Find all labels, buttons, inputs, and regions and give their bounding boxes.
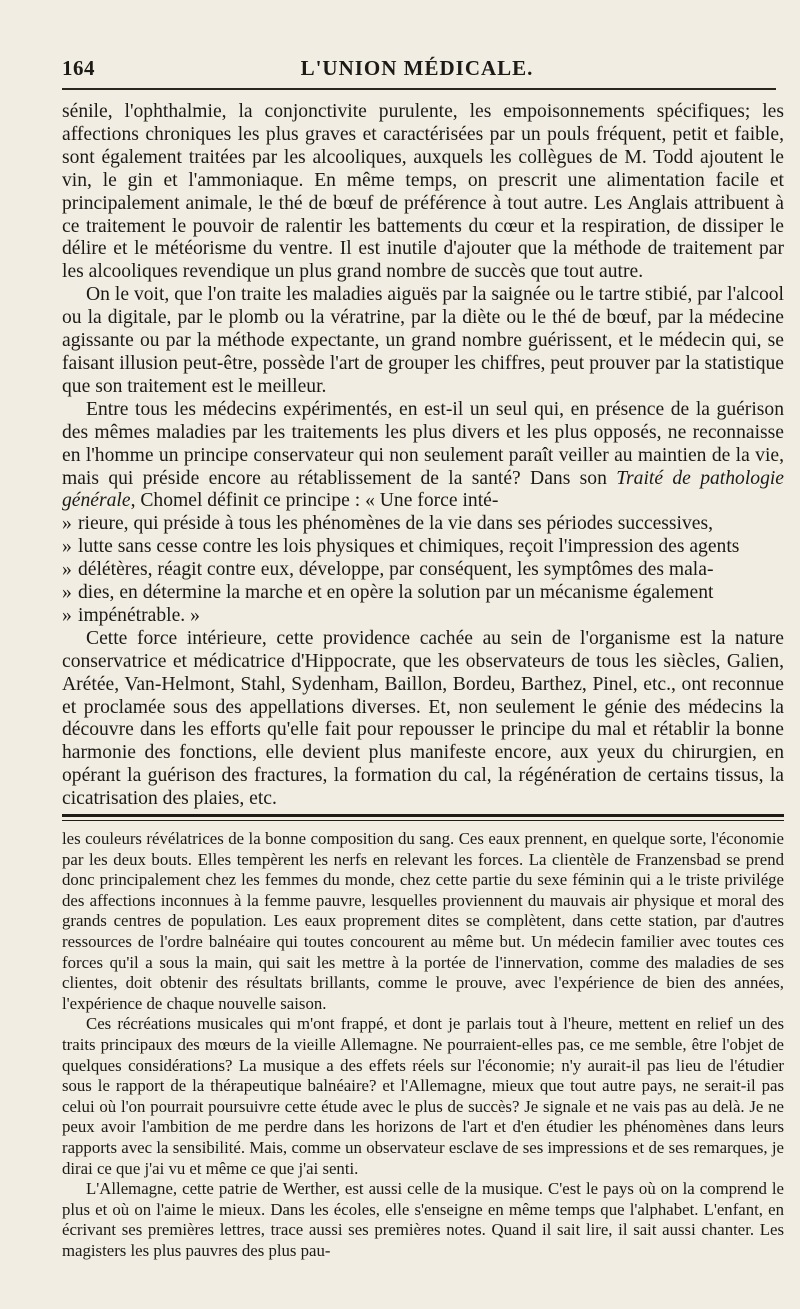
main-paragraph-2: On le voit, que l'on traite les maladies aiguës par la saignée ou le tartre stibié, par l'alcool ou la digitale, par le plomb ou la vératrine, par la diète ou le thé de bœuf, par la médecine agissante ou par la méthode expectante, un grand nombre guérissent, et le médecin qui, se faisant illusion peut-être, possède l'art de grouper les chiffres, peut prouver par la statistique que son traitement est le meilleur. [62, 284, 784, 397]
quote-line: » rieure, qui préside à tous les phénomènes de la vie dans ses périodes successives, [62, 513, 713, 535]
running-title: L'UNION MÉDICALE. [300, 56, 534, 80]
main-paragraph-4: Cette force intérieure, cette providence cachée au sein de l'organisme est la nature conservatrice et médicatrice d'Hippocrate, que les observateurs de tous les siècles, Galien, Arétée, Van-Helmont, Stahl, Sydenham, Baillon, Bordeu, Barthez, Pinel, etc., ont reconnue et proclamée sous des appellations diverses. Et, non seulement le génie des médecins la découvre dans les efforts qu'elle fait pour repousser le principe du mal et rétablir la bonne harmonie des fonctions, elle devient plus manifeste encore, aux yeux du chirurgien, en opérant la guérison des fractures, la formation du cal, la régénération de certains tissus, la cicatrisation des plaies, etc. [62, 627, 784, 810]
feuilleton-paragraph-1: les couleurs révélatrices de la bonne composition du sang. Ces eaux prennent, en quelque sorte, l'économie par les deux bouts. Elles tempèrent les nerfs en relevant les forces. La clientèle de Franzensbad se prend donc principalement chez les femmes du monde, chez cette partie du sexe féminin qui a le triste privilége des affections inconnues à la femme pauvre, lesquelles proviennent du mauvais air physique et moral des grands centres de population. Les eaux proprement dites se complètent, dans cette station, par d'autres ressources de l'ordre balnéaire qui toutes concourent au même but. Un médecin familier avec toutes ces forces qu'il a sous la main, qui sait les mettre à la portée de l'innervation, comme des maladies de ses clientes, doit obtenir des résultats brillants, comme le prouve, avec l'expérience de bien des années, l'expérience de chaque nouvelle saison. [62, 829, 784, 1013]
main-paragraph-3 [62, 399, 784, 514]
quote-line: » délétères, réagit contre eux, développe, par conséquent, les symptômes des mala- [62, 559, 714, 581]
quote-mark: » [62, 604, 72, 626]
quote-mark: » [62, 513, 72, 535]
feuilleton-section [62, 829, 784, 1261]
quote-line: » dies, en détermine la marche et en opère la solution par un mécanisme également [62, 582, 714, 604]
main-article [62, 101, 784, 811]
chomel-quote [62, 513, 784, 628]
feuilleton-paragraph-2: Ces récréations musicales qui m'ont frappé, et dont je parlais tout à l'heure, mettent en relief un des traits principaux des mœurs de la vieille Allemagne. Ne pourraient-elles pas, ce me semble, être l'objet de quelques considérations? La musique a des effets réels sur l'économie; n'y aurait-il pas lieu de l'étudier sous le rapport de la thérapeutique balnéaire? et l'Allemagne, mieux que tout autre pays, ne serait-il pas celui où l'on pourrait poursuivre cette étude avec le plus de succès? Je signale et ne vais pas au delà. Je ne peux avoir l'ambition de me perdre dans les horizons de l'art et d'en étudier les phénomènes dans leurs rapports avec la sensibilité. Mais, comme un observateur esclave de ses impressions et de ses remarques, je dirai ce que j'ai vu et même ce que j'ai senti. [62, 1014, 784, 1178]
quote-mark: » [62, 536, 72, 558]
quote-line: » impénétrable. » [62, 604, 200, 626]
feuilleton-paragraph-3: L'Allemagne, cette patrie de Werther, est aussi celle de la musique. C'est le pays où on la comprend le plus et où on l'aime le mieux. Dans les écoles, elle s'enseigne en même temps que l'alphabet. L'enfant, en écrivant ses premières lettres, trace aussi ses premières notes. Quand il sait lire, il sait aussi chanter. Les magisters les plus pauvres des plus pau- [62, 1179, 784, 1260]
page-header [62, 56, 772, 86]
paragraph-3-text-start: Entre tous les médecins expérimentés, en est-il un seul qui, en présence de la guérison des mêmes maladies par les traitements les plus divers et les plus opposés, ne reconnaisse en l'homme un principe conservateur qui non seulement paraît veiller au maintien de la vie, mais qui préside encore au rétablissement de la santé? Dans son [62, 398, 784, 489]
quote-mark: » [62, 559, 72, 581]
quote-line: » lutte sans cesse contre les lois physiques et chimiques, reçoit l'impression des agents [62, 536, 740, 558]
main-paragraph-1: sénile, l'ophthalmie, la conjonctivite purulente, les empoisonnements spécifiques; les affections chroniques les plus graves et caractérisées par un pouls fréquent, petit et faible, sont également traitées par les alcooliques, auxquels les collègues de M. Todd ajoutent le vin, le gin et l'ammoniaque. En même temps, on prescrit une alimentation facile et principalement animale, le thé de bœuf de préférence à tout autre. Les Anglais attribuent à ce traitement le pouvoir de ralentir les battements du cœur et la respiration, de dissiper le délire et le météorisme du ventre. Il est inutile d'ajouter que la méthode de traitement par les alcooliques revendique un plus grand nombre de succès que tout autre. [62, 101, 784, 283]
quote-mark: » [62, 582, 72, 604]
header-rule [62, 88, 776, 90]
book-title: Traité de pathologie générale [62, 467, 785, 512]
paragraph-3-text-end: , Chomel définit ce principe : « Une force inté- [130, 490, 499, 512]
page-number: 164 [62, 56, 95, 80]
feuilleton-separator-thin [62, 820, 784, 821]
feuilleton-separator [62, 814, 784, 817]
